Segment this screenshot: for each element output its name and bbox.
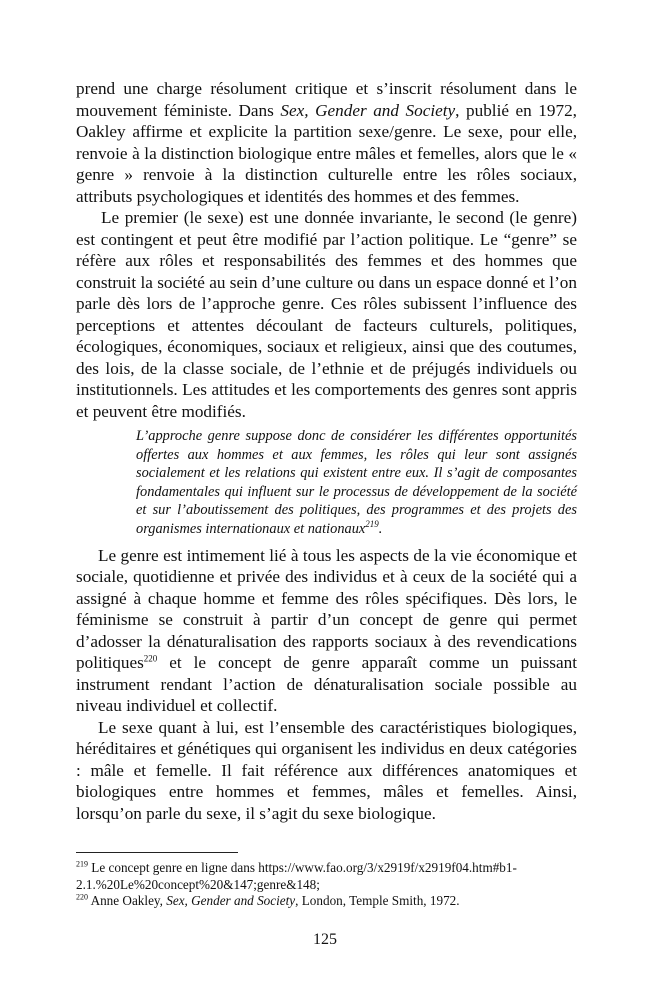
footnote-separator (76, 852, 238, 853)
paragraph-2: Le premier (le sexe) est une donnée invariante, le second (le genre) est contingent et peut être modifié par l’action politique. Le “genre” se réfère aux rôles et responsabilités des femmes et des hommes que construit la société au sein d’une culture ou dans un espace donné et l’on parle dès lors de l’approche genre. Ces rôles subissent l’influence des perceptions et attentes découlant de facteurs culturels, politiques, écologiques, économiques, sociaux et religieux, ainsi que des coutumes, des lois, de la classe sociale, de l’ethnie et de préjugés individuels ou institutionnels. Les attitudes et les comportements des genres sont appris et peuvent être modifiés. (76, 208, 577, 421)
block-quote: L’approche genre suppose donc de considérer les différentes opportunités offertes aux hommes et aux femmes, les rôles qui leur sont assignés socialement et les relations qui existent entre eux. Il s’agit de composantes fondamentales qui influent sur le processus de développement de la société et sur l’aboutissement des politiques, des programmes et des projets des organismes internationaux et nationaux$^{219}$. (136, 428, 577, 537)
paragraph-4: Le sexe quant à lui, est l’ensemble des caractéristiques biologiques, héréditaires et génétiques qui organisent les individus en deux catégories : mâle et femelle. Il fait référence aux différences anatomiques et biologiques entre hommes et femmes, mâles et femelles. Ainsi, lorsqu’on parle du sexe, il s’agit du sexe biologique. (76, 717, 577, 823)
paragraph-3: Le genre est intimement lié à tous les aspects de la vie économique et sociale, quotidienne et privée des individus et à ceux de la société qui a assigné à chaque homme et femme des rôles spécifiques. Dès lors, le féminisme se construit à partir d’un concept de genre qui permet d’adosser la dénaturalisation des rapports sociaux à des revendications politiques$^{220}$ et le concept de genre apparaît comme un puissant instrument rendant l’action de dénaturalisation sociale possible au niveau individuel et collectif. (76, 545, 577, 716)
book-title: Sex, Gender and Society (166, 893, 296, 908)
page-body (76, 78, 577, 824)
page-number: 125 (313, 931, 337, 948)
footnote-number: 219 (76, 859, 88, 869)
footnote-ref-219[interactable]: 219 (365, 519, 379, 530)
footnote-219: $^{219}$ Le concept genre en ligne dans https://www.fao.org/3/x2919f/x2919f04.htm#b1-2.1.%20Le%20concept%20&147;genre&148; (76, 859, 517, 892)
footnote-220: $^{220}$ Anne Oakley, Sex, Gender and Society, London, Temple Smith, 1972. (76, 892, 460, 908)
book-title: Sex, Gender and Society (280, 100, 456, 120)
footnotes (76, 860, 577, 910)
paragraph-1: prend une charge résolument critique et s’inscrit résolument dans le mouvement féministe. Dans Sex, Gender and Society, publié en 1972, Oakley affirme et explicite la partition sexe/genre. Le sexe, pour elle, renvoie à la distinction biologique entre mâles et femelles, alors que le « genre » renvoie à la distinction culturelle entre les rôles sociaux, attributs psychologiques et identités des hommes et des femmes. (76, 79, 577, 206)
footnote-number: 220 (76, 892, 88, 902)
footnote-ref-220[interactable]: 220 (143, 653, 158, 664)
